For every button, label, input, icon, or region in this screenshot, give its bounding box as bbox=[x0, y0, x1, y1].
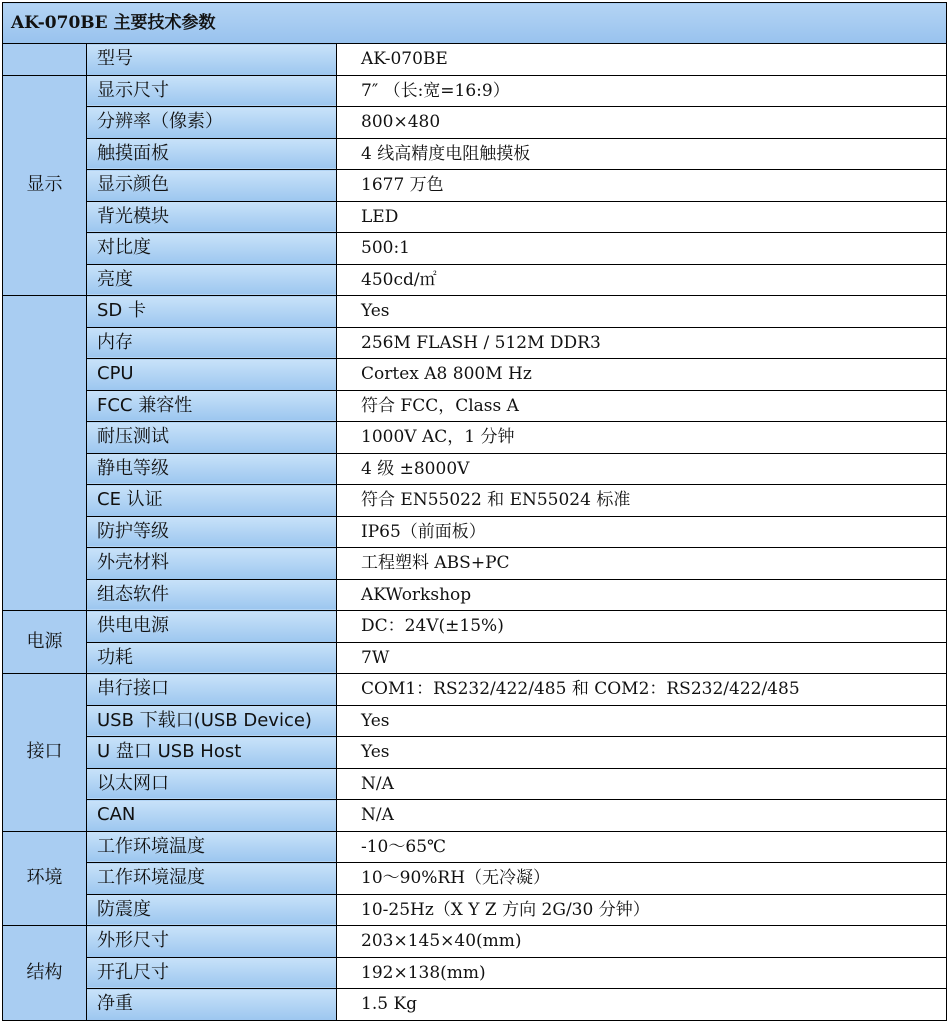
parameter-name: 外形尺寸 bbox=[87, 926, 337, 958]
category-cell: 显示 bbox=[3, 75, 87, 296]
parameter-value: 450cd/㎡ bbox=[337, 264, 947, 296]
category-cell: 电源 bbox=[3, 611, 87, 674]
parameter-name: 防震度 bbox=[87, 894, 337, 926]
parameter-value: COM1：RS232/422/485 和 COM2：RS232/422/485 bbox=[337, 674, 947, 706]
parameter-name: SD 卡 bbox=[87, 296, 337, 328]
category-cell: 结构 bbox=[3, 926, 87, 1021]
parameter-value: N/A bbox=[337, 800, 947, 832]
parameter-name: 以太网口 bbox=[87, 768, 337, 800]
parameter-name: 开孔尺寸 bbox=[87, 957, 337, 989]
table-row bbox=[3, 170, 947, 202]
parameter-value: -10～65℃ bbox=[337, 831, 947, 863]
parameter-name: 耐压测试 bbox=[87, 422, 337, 454]
parameter-value: Cortex A8 800M Hz bbox=[337, 359, 947, 391]
parameter-value: 7″ （长:宽=16:9） bbox=[337, 75, 947, 107]
parameter-value: AK-070BE bbox=[337, 44, 947, 76]
table-row bbox=[3, 233, 947, 265]
parameter-value: 192×138(mm) bbox=[337, 957, 947, 989]
parameter-name: CAN bbox=[87, 800, 337, 832]
table-row bbox=[3, 926, 947, 958]
parameter-name: 供电电源 bbox=[87, 611, 337, 643]
category-cell bbox=[3, 44, 87, 76]
parameter-name: 分辨率（像素） bbox=[87, 107, 337, 139]
parameter-name: 防护等级 bbox=[87, 516, 337, 548]
parameter-name: U 盘口 USB Host bbox=[87, 737, 337, 769]
table-row bbox=[3, 44, 947, 76]
parameter-value: 工程塑料 ABS+PC bbox=[337, 548, 947, 580]
parameter-name: 组态软件 bbox=[87, 579, 337, 611]
parameter-value: 10～90%RH（无冷凝） bbox=[337, 863, 947, 895]
table-row bbox=[3, 863, 947, 895]
parameter-value: AKWorkshop bbox=[337, 579, 947, 611]
parameter-name: 静电等级 bbox=[87, 453, 337, 485]
parameter-value: 256M FLASH / 512M DDR3 bbox=[337, 327, 947, 359]
table-row bbox=[3, 516, 947, 548]
category-cell bbox=[3, 296, 87, 611]
parameter-name: 外壳材料 bbox=[87, 548, 337, 580]
parameter-name: 背光模块 bbox=[87, 201, 337, 233]
parameter-value: 1000V AC，1 分钟 bbox=[337, 422, 947, 454]
spec-table bbox=[2, 2, 947, 1021]
parameter-value: 符合 FCC，Class A bbox=[337, 390, 947, 422]
parameter-name: 对比度 bbox=[87, 233, 337, 265]
table-row bbox=[3, 611, 947, 643]
parameter-value: 203×145×40(mm) bbox=[337, 926, 947, 958]
table-row bbox=[3, 453, 947, 485]
parameter-name: CE 认证 bbox=[87, 485, 337, 517]
parameter-name: 内存 bbox=[87, 327, 337, 359]
parameter-value: N/A bbox=[337, 768, 947, 800]
parameter-name: 显示颜色 bbox=[87, 170, 337, 202]
table-row bbox=[3, 264, 947, 296]
parameter-name: CPU bbox=[87, 359, 337, 391]
parameter-name: 触摸面板 bbox=[87, 138, 337, 170]
table-row bbox=[3, 768, 947, 800]
table-row bbox=[3, 831, 947, 863]
table-row bbox=[3, 485, 947, 517]
table-row bbox=[3, 642, 947, 674]
parameter-value: 4 级 ±8000V bbox=[337, 453, 947, 485]
parameter-value: Yes bbox=[337, 705, 947, 737]
parameter-value: 符合 EN55022 和 EN55024 标准 bbox=[337, 485, 947, 517]
table-row bbox=[3, 138, 947, 170]
table-row bbox=[3, 422, 947, 454]
parameter-value: 800×480 bbox=[337, 107, 947, 139]
table-row bbox=[3, 674, 947, 706]
table-row bbox=[3, 75, 947, 107]
parameter-value: 10-25Hz（X Y Z 方向 2G/30 分钟） bbox=[337, 894, 947, 926]
table-row bbox=[3, 894, 947, 926]
parameter-name: 串行接口 bbox=[87, 674, 337, 706]
spec-table-body bbox=[3, 3, 947, 1021]
table-row bbox=[3, 107, 947, 139]
parameter-value: Yes bbox=[337, 737, 947, 769]
parameter-value: 1677 万色 bbox=[337, 170, 947, 202]
parameter-name: 净重 bbox=[87, 989, 337, 1021]
table-row bbox=[3, 201, 947, 233]
table-row bbox=[3, 296, 947, 328]
parameter-name: USB 下载口(USB Device) bbox=[87, 705, 337, 737]
parameter-name: 显示尺寸 bbox=[87, 75, 337, 107]
table-row bbox=[3, 705, 947, 737]
table-row bbox=[3, 957, 947, 989]
table-row bbox=[3, 390, 947, 422]
table-title-row bbox=[3, 3, 947, 44]
table-title: AK-070BE 主要技术参数 bbox=[3, 3, 947, 44]
table-row bbox=[3, 737, 947, 769]
table-row bbox=[3, 800, 947, 832]
parameter-name: 亮度 bbox=[87, 264, 337, 296]
parameter-value: Yes bbox=[337, 296, 947, 328]
table-row bbox=[3, 579, 947, 611]
parameter-value: IP65（前面板） bbox=[337, 516, 947, 548]
category-cell: 接口 bbox=[3, 674, 87, 832]
category-cell: 环境 bbox=[3, 831, 87, 926]
parameter-value: 7W bbox=[337, 642, 947, 674]
table-row bbox=[3, 548, 947, 580]
table-row bbox=[3, 989, 947, 1021]
parameter-value: 500:1 bbox=[337, 233, 947, 265]
parameter-value: LED bbox=[337, 201, 947, 233]
parameter-value: 4 线高精度电阻触摸板 bbox=[337, 138, 947, 170]
parameter-value: DC：24V(±15%) bbox=[337, 611, 947, 643]
parameter-name: FCC 兼容性 bbox=[87, 390, 337, 422]
table-row bbox=[3, 327, 947, 359]
parameter-name: 工作环境温度 bbox=[87, 831, 337, 863]
table-row bbox=[3, 359, 947, 391]
parameter-value: 1.5 Kg bbox=[337, 989, 947, 1021]
parameter-name: 工作环境湿度 bbox=[87, 863, 337, 895]
parameter-name: 型号 bbox=[87, 44, 337, 76]
parameter-name: 功耗 bbox=[87, 642, 337, 674]
